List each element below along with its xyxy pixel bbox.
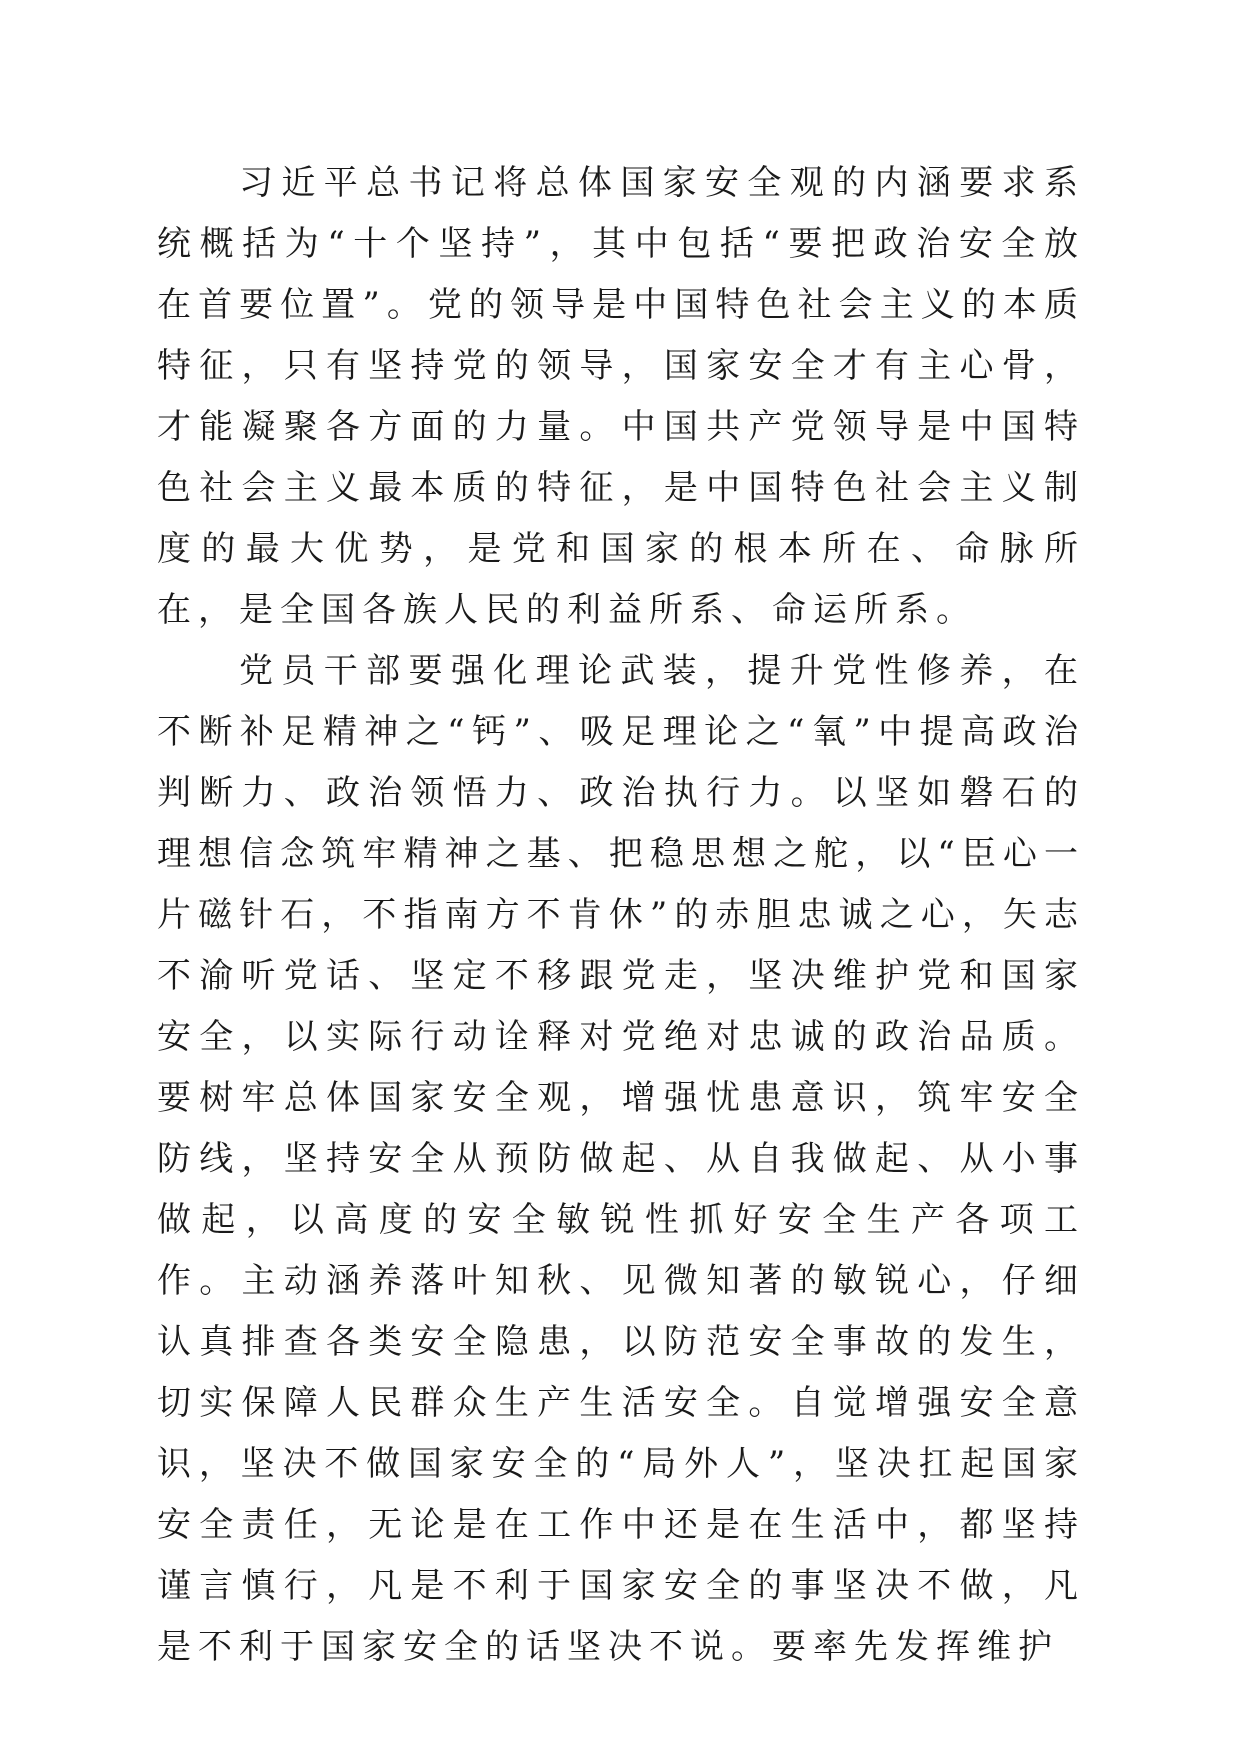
paragraph-1: 习近平总书记将总体国家安全观的内涵要求系统概括为“十个坚持”，其中包括“要把政治安全放在首要位置”。党的领导是中国特色社会主义的本质特征，只有坚持党的领导，国家安全才有主心骨，才能凝聚各方面的力量。中国共产党领导是中国特色社会主义最本质的特征，是中国特色社会主义制度的最大优势，是党和国家的根本所在、命脉所在，是全国各族人民的利益所系、命运所系。	[157, 163, 1085, 630]
document-body	[157, 153, 1085, 1678]
paragraph-2: 党员干部要强化理论武装，提升党性修养，在不断补足精神之“钙”、吸足理论之“氧”中提高政治判断力、政治领悟力、政治执行力。以坚如磐石的理想信念筑牢精神之基、把稳思想之舵，以“臣心一片磁针石，不指南方不肯休”的赤胆忠诚之心，矢志不渝听党话、坚定不移跟党走，坚决维护党和国家安全，以实际行动诠释对党绝对忠诚的政治品质。要树牢总体国家安全观，增强忧患意识，筑牢安全防线，坚持安全从预防做起、从自我做起、从小事做起，以高度的安全敏锐性抓好安全生产各项工作。主动涵养落叶知秋、见微知著的敏锐心，仔细认真排查各类安全隐患，以防范安全事故的发生，切实保障人民群众生产生活安全。自觉增强安全意识，坚决不做国家安全的“局外人”，坚决扛起国家安全责任，无论是在工作中还是在生活中，都坚持谨言慎行，凡是不利于国家安全的事坚决不做，凡是不利于国家安全的话坚决不说。要率先发挥维护	[157, 651, 1085, 1667]
